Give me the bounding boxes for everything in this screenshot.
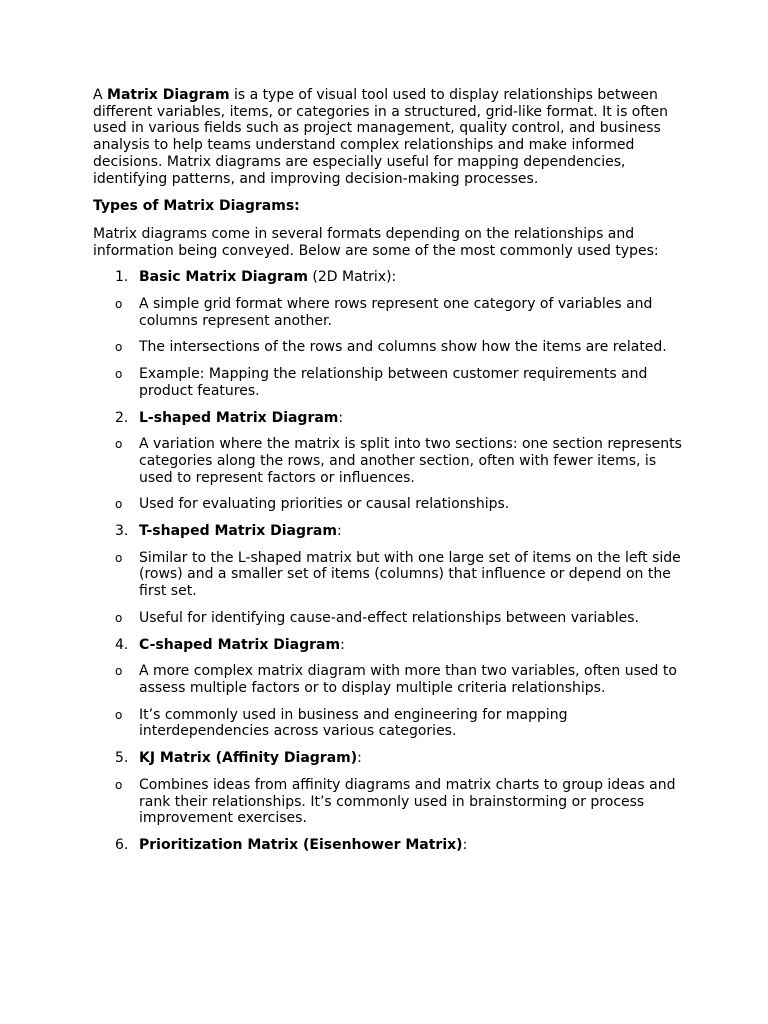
types-intro: Matrix diagrams come in several formats depending on the relationships and information being conveyed. Below are some of the most commonly used types:	[93, 225, 659, 259]
bullet-text: Similar to the L-shaped matrix but with one large set of items on the left side (rows) and a smaller set of items (columns) that influence or depend on the first set.	[139, 549, 681, 600]
bullet-list	[115, 549, 683, 627]
bullet-text: Combines ideas from affinity diagrams and matrix charts to group ideas and rank their relationships. It’s commonly used in brainstorming or process improvement exercises.	[139, 776, 676, 827]
bullet-item	[115, 549, 683, 600]
type-heading	[139, 750, 683, 767]
type-number: 6.	[115, 836, 129, 853]
type-title: Prioritization Matrix (Eisenhower Matrix)	[139, 836, 463, 853]
bullet-item	[115, 663, 683, 696]
bullet-circle-icon: o	[115, 297, 123, 312]
bullet-text: Useful for identifying cause-and-effect relationships between variables.	[139, 609, 639, 626]
type-heading	[139, 523, 683, 540]
type-item	[93, 410, 683, 514]
bullet-text: Example: Mapping the relationship between customer requirements and product features.	[139, 366, 648, 399]
type-heading	[139, 410, 683, 427]
type-title-suffix: :	[462, 836, 468, 853]
bullet-item	[115, 776, 683, 827]
intro-term: Matrix Diagram	[107, 87, 230, 103]
type-title-suffix: :	[336, 523, 342, 540]
type-number: 5.	[115, 750, 129, 767]
bullet-circle-icon: o	[115, 437, 123, 452]
type-item	[93, 750, 683, 827]
bullet-list	[115, 436, 683, 513]
type-item	[93, 523, 683, 627]
bullet-text: The intersections of the rows and columns show how the items are related.	[139, 339, 667, 356]
types-list	[93, 269, 683, 853]
bullet-circle-icon: o	[115, 664, 123, 679]
bullet-text: A simple grid format where rows represent one category of variables and columns represent another.	[139, 296, 653, 329]
bullet-item	[115, 609, 683, 627]
type-heading	[139, 637, 683, 654]
type-title-suffix: :	[340, 636, 345, 653]
bullet-circle-icon: o	[115, 367, 123, 382]
type-number: 3.	[115, 523, 129, 540]
bullet-item	[115, 706, 683, 740]
type-title: C-shaped Matrix Diagram	[139, 636, 341, 653]
type-title-suffix: (2D Matrix):	[307, 269, 397, 286]
type-title-suffix: :	[357, 750, 362, 767]
bullet-text: It’s commonly used in business and engineering for mapping interdependencies across various categories.	[139, 706, 568, 740]
type-title-suffix: :	[338, 409, 344, 426]
bullet-text: Used for evaluating priorities or causal relationships.	[139, 496, 510, 513]
type-item	[93, 269, 683, 399]
intro-lead: A	[93, 87, 108, 103]
bullet-item	[115, 366, 683, 399]
bullet-circle-icon: o	[115, 707, 123, 722]
type-title: KJ Matrix (Affinity Diagram)	[139, 750, 358, 767]
types-heading: Types of Matrix Diagrams:	[93, 198, 300, 215]
type-title: T-shaped Matrix Diagram	[139, 523, 337, 540]
bullet-circle-icon: o	[115, 550, 123, 565]
bullet-circle-icon: o	[115, 610, 123, 625]
type-title: Basic Matrix Diagram	[139, 269, 308, 286]
type-number: 1.	[115, 269, 129, 286]
bullet-item	[115, 296, 683, 329]
bullet-text: A more complex matrix diagram with more than two variables, often used to assess multiple factors or to display multiple criteria relationships.	[139, 663, 677, 696]
bullet-circle-icon: o	[115, 340, 123, 355]
bullet-list	[115, 776, 683, 827]
bullet-item	[115, 496, 683, 513]
bullet-list	[115, 296, 683, 400]
intro-paragraph	[93, 87, 683, 187]
type-number: 4.	[115, 636, 129, 653]
bullet-item	[115, 436, 683, 486]
type-heading	[139, 269, 683, 286]
type-item	[93, 637, 683, 741]
bullet-circle-icon: o	[115, 497, 123, 512]
type-number: 2.	[115, 409, 129, 426]
type-item	[93, 837, 683, 854]
type-title: L-shaped Matrix Diagram	[139, 409, 339, 426]
bullet-circle-icon: o	[115, 777, 123, 792]
bullet-text: A variation where the matrix is split into two sections: one section represents categories along the rows, and another section, often with fewer items, is used to represent factors or influences.	[139, 436, 682, 486]
type-heading	[139, 837, 683, 854]
bullet-item	[115, 339, 683, 356]
document-page	[93, 87, 683, 864]
intro-rest: is a type of visual tool used to display relationships between different variables, items, or categories in a structured, grid-like format. It is often used in various fields such as project management, quality control, and business analysis to help teams understand complex relationships and make informed decisions. Matrix diagrams are especially useful for mapping dependencies, identifying patterns, and improving decision-making processes.	[93, 87, 669, 187]
bullet-list	[115, 663, 683, 740]
